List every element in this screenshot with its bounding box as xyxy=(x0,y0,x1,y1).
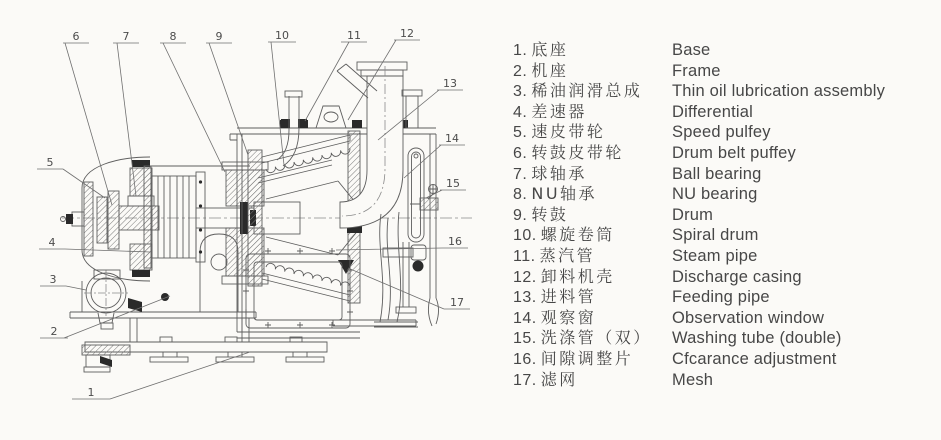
legend-item-zh: 间隙调整片 xyxy=(540,348,634,368)
callout-label-14: 14 xyxy=(445,132,459,145)
legend-item-number: 6. xyxy=(513,144,528,162)
legend-item-zh: NU轴承 xyxy=(531,184,598,204)
legend-row-6 xyxy=(513,143,938,164)
legend-row-1 xyxy=(513,40,938,61)
legend-item-number: 12. xyxy=(513,268,537,286)
legend-item-number: 17. xyxy=(513,371,537,389)
legend-item-en: Mesh xyxy=(672,370,714,389)
spiral-flights-bottom xyxy=(266,262,351,288)
legend-row-12 xyxy=(513,267,938,288)
legend-item-zh: 滤网 xyxy=(540,369,578,389)
legend-item-number: 11. xyxy=(513,247,536,265)
legend-item-zh: 球轴承 xyxy=(531,163,587,183)
legend-item-number: 7. xyxy=(513,165,528,183)
legend-item-zh: 卸料机壳 xyxy=(540,266,615,286)
callout-label-1: 1 xyxy=(87,386,95,399)
callout-label-6: 6 xyxy=(72,30,80,43)
parts-legend xyxy=(513,40,938,390)
legend-row-11 xyxy=(513,246,938,267)
legend-item-number: 4. xyxy=(513,103,528,121)
legend-item-zh: 转鼓 xyxy=(531,204,569,224)
legend-item-en: Ball bearing xyxy=(672,164,762,183)
legend-row-16 xyxy=(513,349,938,370)
legend-item-zh: 进料管 xyxy=(540,287,597,307)
legend-item-zh: 转鼓皮带轮 xyxy=(531,142,624,162)
callout-label-3: 3 xyxy=(49,273,57,286)
legend-row-2 xyxy=(513,61,938,82)
lubrication-pump xyxy=(84,270,142,329)
legend-item-number: 5. xyxy=(513,124,528,142)
legend-item-zh: 蒸汽管 xyxy=(539,245,596,265)
callout-label-7: 7 xyxy=(122,30,130,43)
legend-item-number: 9. xyxy=(513,206,528,224)
callout-label-13: 13 xyxy=(443,77,457,90)
callout-label-12: 12 xyxy=(400,27,414,40)
legend-item-en: Steam pipe xyxy=(672,246,758,265)
legend-item-en: Drum xyxy=(672,205,714,224)
legend-row-13 xyxy=(513,287,938,308)
legend-row-4 xyxy=(513,102,938,123)
steam-pipe xyxy=(277,91,308,166)
legend-item-number: 14. xyxy=(513,309,537,327)
legend-item-zh: 洗涤管（双） xyxy=(540,328,652,348)
legend-item-en: Drum belt puffey xyxy=(672,143,796,162)
callout-label-2: 2 xyxy=(50,325,58,338)
legend-item-zh: 机座 xyxy=(531,60,569,80)
legend-item-number: 2. xyxy=(513,62,528,80)
legend-row-17 xyxy=(513,370,938,391)
legend-item-number: 13. xyxy=(513,289,537,307)
legend-item-number: 3. xyxy=(513,83,528,101)
legend-item-en: Cfcarance adjustment xyxy=(672,349,837,368)
callout-label-16: 16 xyxy=(448,235,462,248)
legend-item-number: 15. xyxy=(513,330,537,348)
legend-item-en: Spiral drum xyxy=(672,226,759,245)
legend-row-15 xyxy=(513,328,938,349)
legend-item-en: Speed pulfey xyxy=(672,123,771,142)
callout-label-15: 15 xyxy=(446,177,460,190)
legend-item-en: Washing tube (double) xyxy=(672,329,842,348)
legend-row-3 xyxy=(513,81,938,102)
legend-item-zh: 底座 xyxy=(531,40,569,59)
legend-item-number: 8. xyxy=(513,186,528,204)
legend-item-en: Frame xyxy=(672,61,721,80)
legend-item-zh: 观察窗 xyxy=(540,307,597,327)
legend-row-14 xyxy=(513,308,938,329)
legend-item-zh: 稀油润滑总成 xyxy=(531,81,643,101)
callout-label-10: 10 xyxy=(275,29,289,42)
legend-item-en: Differential xyxy=(672,102,753,121)
callout-label-11: 11 xyxy=(347,29,361,42)
callout-label-4: 4 xyxy=(48,236,56,249)
callout-label-17: 17 xyxy=(450,296,464,309)
legend-row-5 xyxy=(513,122,938,143)
legend-row-7 xyxy=(513,164,938,185)
legend-item-zh: 差速器 xyxy=(531,101,587,121)
legend-item-number: 16. xyxy=(513,350,537,368)
legend-item-en: Observation window xyxy=(672,308,825,327)
drum-belt-pulley xyxy=(108,191,119,249)
legend-row-8 xyxy=(513,184,938,205)
callout-label-9: 9 xyxy=(215,30,223,43)
callout-label-8: 8 xyxy=(169,30,177,43)
spiral-flights-top xyxy=(266,148,351,174)
legend-item-zh: 速皮带轮 xyxy=(531,122,606,142)
legend-item-en: NU bearing xyxy=(672,185,758,204)
speed-pulley xyxy=(97,197,107,243)
legend-item-en: Thin oil lubrication assembly xyxy=(672,82,886,101)
callout-label-5: 5 xyxy=(46,156,54,169)
legend-item-zh: 螺旋卷筒 xyxy=(540,225,615,245)
legend-item-en: Feeding pipe xyxy=(672,288,770,307)
legend-row-10 xyxy=(513,225,938,246)
legend-item-en: Base xyxy=(672,41,711,59)
legend-row-9 xyxy=(513,205,938,226)
legend-item-en: Discharge casing xyxy=(672,267,802,286)
legend-item-number: 10. xyxy=(513,227,537,245)
legend-item-number: 1. xyxy=(513,42,528,59)
